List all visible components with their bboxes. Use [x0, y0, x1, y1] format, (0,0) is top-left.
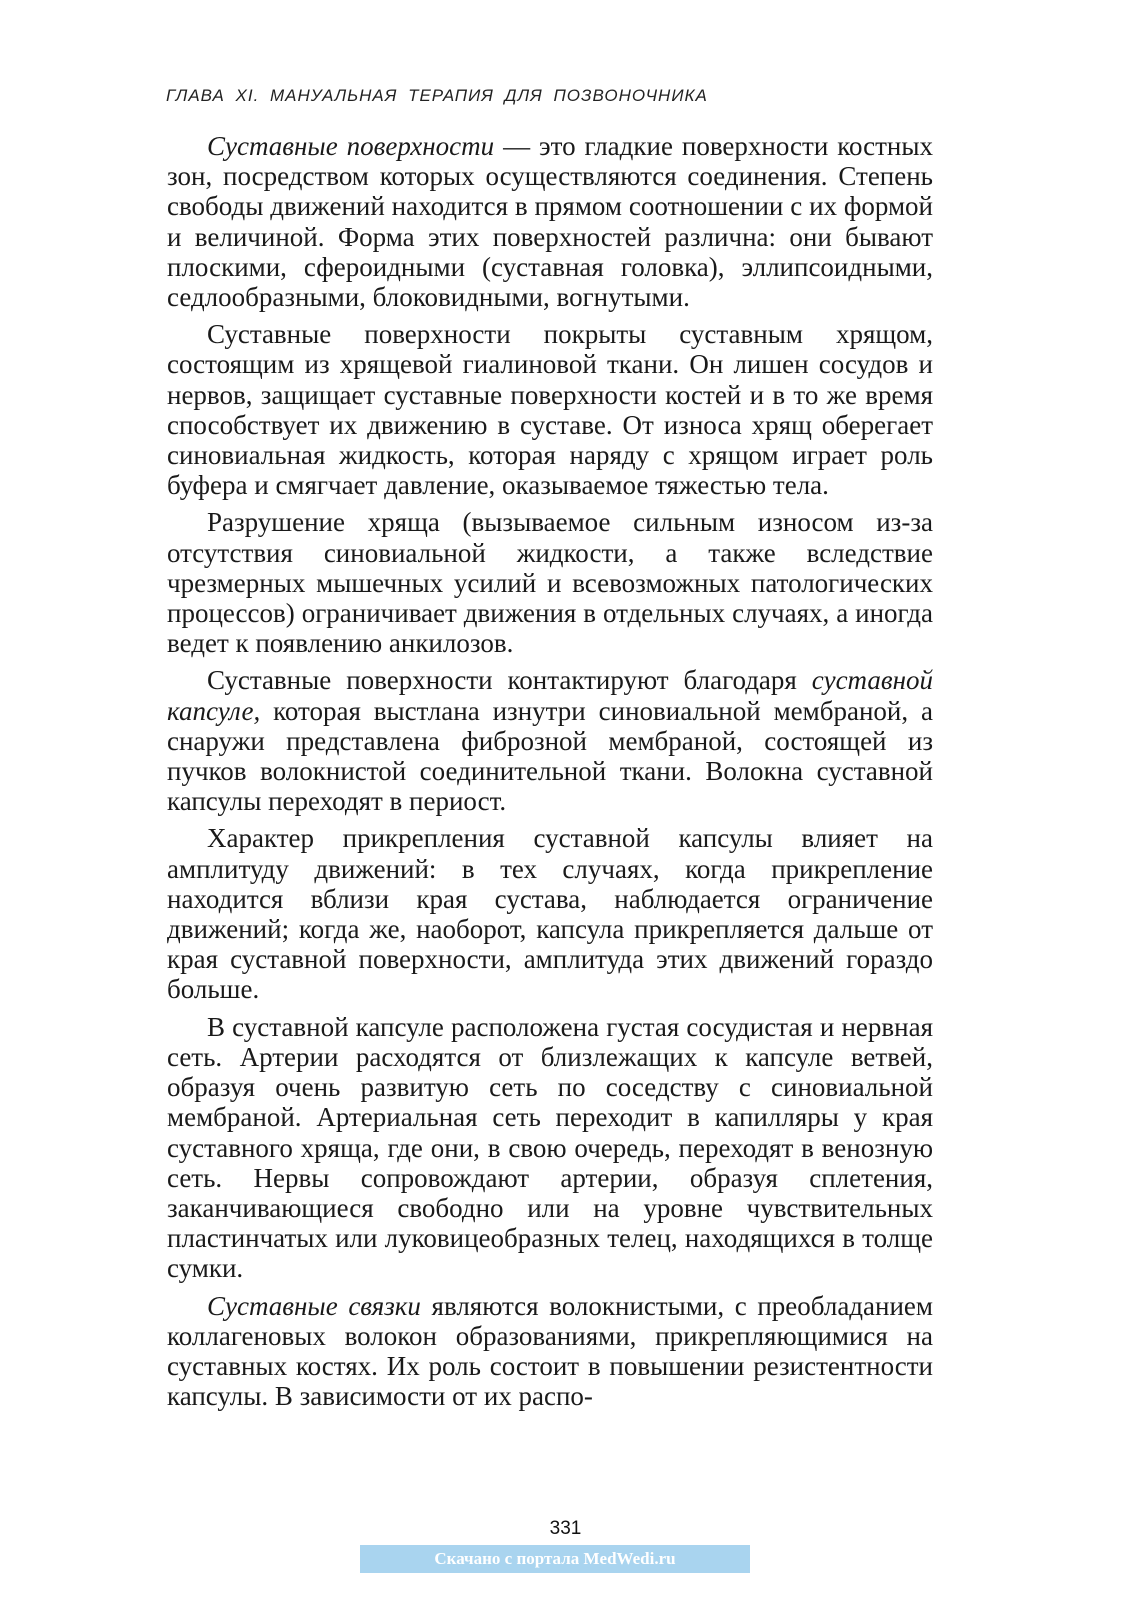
paragraph-capsule-attachment: [167, 823, 933, 1004]
paragraph-joint-capsule: [167, 665, 933, 816]
paragraph-cartilage-destruction: [167, 507, 933, 658]
page-number: 331: [549, 1518, 582, 1539]
paragraph-text: Суставные поверхности контактируют благодаря: [207, 665, 812, 696]
running-head: ГЛАВА XI. МАНУАЛЬНАЯ ТЕРАПИЯ ДЛЯ ПОЗВОНОЧНИКА: [166, 86, 708, 105]
term-joint-capsule: суставной капсуле,: [167, 665, 933, 726]
watermark-link[interactable]: Скачано с портала MedWedi.ru: [360, 1545, 750, 1573]
paragraph-text: являются волокнистыми, с преобладанием коллагеновых волокон образованиями, прикрепляющимися на суставных костях. Их роль состоит в повышении резистентности капсулы. В зависимости от их распо-: [167, 1290, 933, 1412]
paragraph-text: которая выстлана изнутри синовиальной мембраной, а снаружи представлена фиброзной мембраной, состоящей из пучков волокнистой соединительной ткани. Волокна суставной капсулы переходят в периост.: [167, 695, 933, 817]
paragraph-text: Суставные поверхности покрыты суставным хрящом, состоящим из хрящевой гиалиновой ткани. Он лишен сосудов и нервов, защищает суставные поверхности костей и в то же время способствует их движению в суставе. От износа хрящ оберегает синовиальная жидкость, которая наряду с хрящом играет роль буфера и смягчает давление, оказываемое тяжестью тела.: [167, 319, 933, 501]
paragraph-text: В суставной капсуле расположена густая сосудистая и нервная сеть. Артерии расходятся от близлежащих к капсуле ветвей, образуя очень развитую сеть по соседству с синовиальной мембраной. Артериальная сеть переходит в капилляры у края суставного хряща, где они, в свою очередь, переходят в венозную сеть. Нервы сопровождают артерии, образуя сплетения, заканчивающиеся свободно или на уровне чувствительных пластинчатых или луковицеобразных телец, находящихся в толще сумки.: [167, 1011, 933, 1284]
paragraph-vascular-network: [167, 1012, 933, 1284]
paragraph-cartilage: [167, 319, 933, 500]
paragraph-ligaments: [167, 1291, 933, 1412]
body-text: [167, 131, 933, 1418]
term-ligaments: Суставные связки: [207, 1290, 421, 1321]
paragraph-articular-surfaces: [167, 131, 933, 312]
paragraph-text: — это гладкие поверхности костных зон, посредством которых осуществляются соединения. Степень свободы движений находится в прямом соотношении с их формой и величиной. Форма этих поверхностей различна: они бывают плоскими, сфероидными (суставная головка), эллипсоидными, седлообразными, блоковидными, вогнутыми.: [167, 131, 933, 313]
term-articular-surfaces: Суставные поверхности: [207, 131, 495, 161]
paragraph-text: Разрушение хряща (вызываемое сильным износом из-за отсутствия синовиальной жидкости, а также вследствие чрезмерных мышечных усилий и всевозможных патологических процессов) ограничивает движения в отдельных случаях, а иногда ведет к появлению анкилозов.: [167, 507, 933, 659]
paragraph-text: Характер прикрепления суставной капсулы влияет на амплитуду движений: в тех случаях, когда прикрепление находится вблизи края сустава, наблюдается ограничение движений; когда же, наоборот, капсула прикрепляется дальше от края суставной поверхности, амплитуда этих движений гораздо больше.: [167, 823, 933, 1005]
